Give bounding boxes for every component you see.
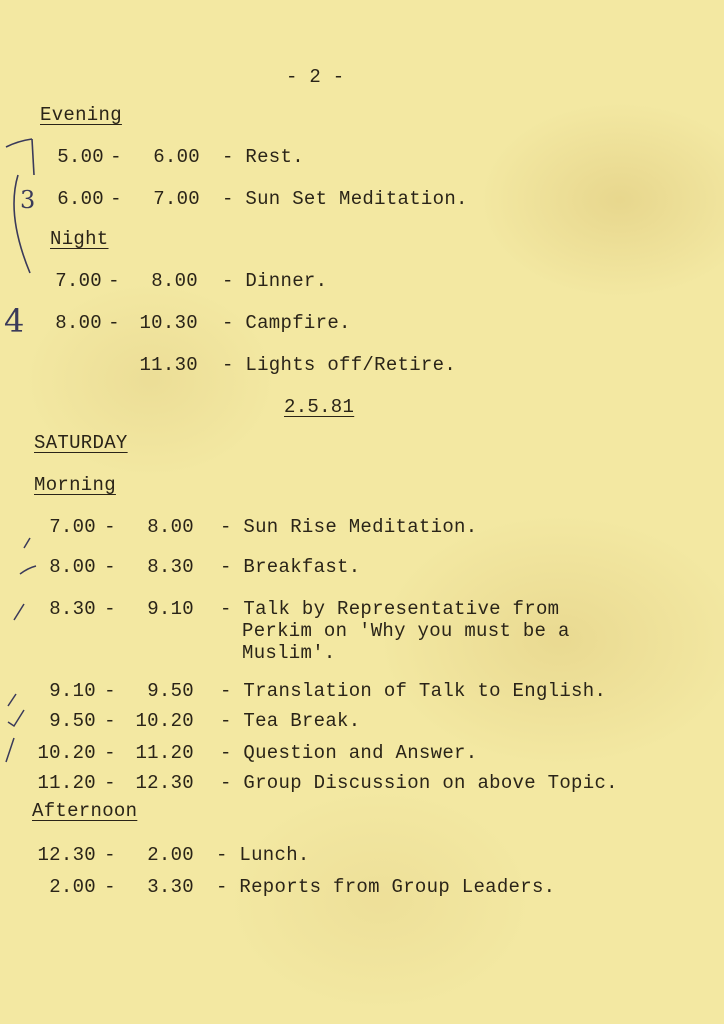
- activity-dash: -: [220, 516, 232, 538]
- time-dash: -: [104, 516, 116, 538]
- time-dash: -: [104, 680, 116, 702]
- handwritten-number-four: 4: [4, 302, 25, 340]
- date-heading: 2.5.81: [284, 396, 355, 418]
- activity-label: Dinner.: [245, 270, 328, 292]
- activity-label: Translation of Talk to English.: [243, 680, 607, 702]
- activity-text: [220, 742, 477, 764]
- section-heading-afternoon: Afternoon: [32, 800, 138, 822]
- handwritten-number-three: 3: [20, 186, 36, 214]
- activity-dash: -: [222, 354, 234, 376]
- activity-dash: -: [220, 680, 232, 702]
- time-dash: -: [110, 146, 122, 168]
- activity-dash: -: [220, 772, 232, 794]
- activity-continuation: Muslim'.: [242, 642, 336, 664]
- activity-label: Tea Break.: [243, 710, 361, 732]
- time-dash: -: [104, 556, 116, 578]
- activity-label: Question and Answer.: [243, 742, 478, 764]
- activity-label: Lights off/Retire.: [245, 354, 457, 376]
- time-end: 3.30: [147, 876, 194, 898]
- activity-dash: -: [220, 710, 232, 732]
- activity-text: [222, 312, 351, 334]
- activity-text: [222, 270, 327, 292]
- time-end: 10.30: [139, 312, 198, 334]
- time-dash: -: [104, 772, 116, 794]
- time-dash: -: [110, 188, 122, 210]
- time-end: 11.30: [139, 354, 198, 376]
- time-end: 10.20: [135, 710, 194, 732]
- activity-text: [216, 876, 555, 898]
- section-heading-evening: Evening: [40, 104, 122, 126]
- activity-text: [220, 516, 477, 538]
- activity-text: [220, 710, 360, 732]
- activity-dash: -: [222, 312, 234, 334]
- time-start: 7.00: [49, 516, 96, 538]
- activity-label: Sun Rise Meditation.: [243, 516, 478, 538]
- time-start: 12.30: [37, 844, 96, 866]
- activity-text: [222, 188, 468, 210]
- activity-label: Rest.: [245, 146, 304, 168]
- activity-text: [222, 354, 456, 376]
- section-heading-morning: Morning: [34, 474, 116, 496]
- time-start: 2.00: [49, 876, 96, 898]
- activity-text: [220, 772, 618, 794]
- activity-label: Talk by Representative from: [243, 598, 560, 620]
- time-start: 6.00: [57, 188, 104, 210]
- activity-text: [220, 680, 606, 702]
- activity-text: [222, 146, 304, 168]
- time-start: 10.20: [37, 742, 96, 764]
- activity-dash: -: [220, 742, 232, 764]
- day-heading: SATURDAY: [34, 432, 128, 454]
- time-end: 6.00: [153, 146, 200, 168]
- activity-text: [216, 844, 310, 866]
- time-dash: -: [104, 742, 116, 764]
- activity-dash: -: [216, 876, 228, 898]
- time-end: 11.20: [135, 742, 194, 764]
- time-dash: -: [104, 598, 116, 620]
- time-end: 2.00: [147, 844, 194, 866]
- activity-label: Group Discussion on above Topic.: [243, 772, 618, 794]
- activity-dash: -: [222, 146, 234, 168]
- activity-dash: -: [220, 598, 232, 620]
- time-dash: -: [104, 710, 116, 732]
- time-end: 8.00: [147, 516, 194, 538]
- time-end: 12.30: [135, 772, 194, 794]
- activity-label: Breakfast.: [243, 556, 361, 578]
- time-start: 9.10: [49, 680, 96, 702]
- time-start: 9.50: [49, 710, 96, 732]
- activity-label: Lunch.: [239, 844, 310, 866]
- time-dash: -: [108, 270, 120, 292]
- time-start: 8.30: [49, 598, 96, 620]
- time-start: 5.00: [57, 146, 104, 168]
- activity-label: Sun Set Meditation.: [245, 188, 468, 210]
- activity-dash: -: [220, 556, 232, 578]
- time-dash: -: [104, 844, 116, 866]
- time-dash: -: [108, 312, 120, 334]
- activity-dash: -: [222, 188, 234, 210]
- activity-text: [220, 598, 559, 620]
- time-start: 11.20: [37, 772, 96, 794]
- time-end: 9.50: [147, 680, 194, 702]
- page-number: - 2 -: [286, 66, 345, 88]
- activity-text: [220, 556, 360, 578]
- activity-label: Campfire.: [245, 312, 351, 334]
- time-end: 9.10: [147, 598, 194, 620]
- time-end: 8.30: [147, 556, 194, 578]
- time-start: 8.00: [55, 312, 102, 334]
- time-dash: -: [104, 876, 116, 898]
- activity-label: Reports from Group Leaders.: [239, 876, 556, 898]
- time-start: 8.00: [49, 556, 96, 578]
- activity-continuation: Perkim on 'Why you must be a: [242, 620, 570, 642]
- time-end: 7.00: [153, 188, 200, 210]
- section-heading-night: Night: [50, 228, 109, 250]
- activity-dash: -: [216, 844, 228, 866]
- time-start: 7.00: [55, 270, 102, 292]
- time-end: 8.00: [151, 270, 198, 292]
- activity-dash: -: [222, 270, 234, 292]
